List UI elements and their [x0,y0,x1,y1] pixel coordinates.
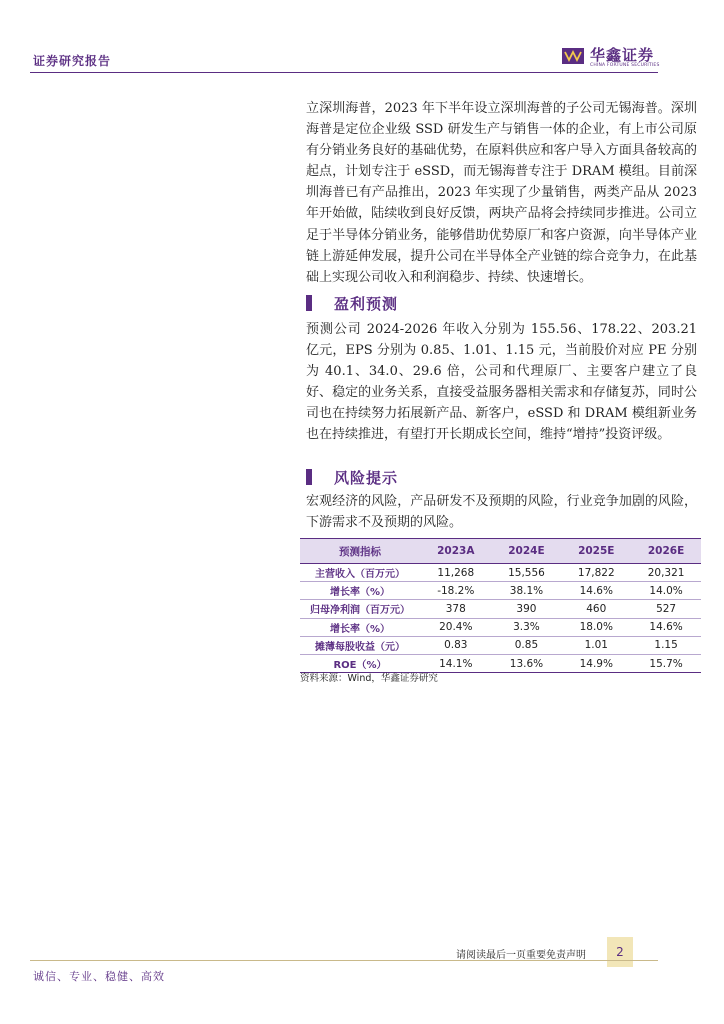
table-header-cell: 2026E [631,539,701,564]
table-source-note: 资料来源：Wind，华鑫证券研究 [300,673,438,684]
table-cell: 15,556 [492,564,562,582]
table-cell: 1.01 [561,636,631,654]
table-row [300,636,701,654]
table-row [300,618,701,636]
table-cell: 460 [561,600,631,618]
row-label: ROE（%） [300,654,420,672]
table-row [300,582,701,600]
row-label: 增长率（%） [300,618,420,636]
table-cell: 14.6% [561,582,631,600]
risk-title: 风险提示 [334,469,399,487]
logo-chinese-name: 华鑫证券 [590,46,655,64]
disclaimer-note: 请阅读最后一页重要免责声明 [456,950,586,961]
table-cell: 15.7% [631,654,701,672]
profit-forecast-title: 盈利预测 [334,295,399,313]
table-header-row [300,539,701,564]
company-logo [562,44,662,72]
table-cell: 378 [420,600,492,618]
row-label: 摊薄每股收益（元） [300,636,420,654]
table-cell: 11,268 [420,564,492,582]
logo-mark-icon [562,48,584,64]
risk-body: 宏观经济的风险，产品研发不及预期的风险，行业竞争加剧的风险，下游需求不及预期的风险。 [306,494,697,531]
table-cell: 0.85 [492,636,562,654]
header-divider [30,72,658,73]
footer-slogan: 诚信、专业、稳健、高效 [33,970,165,983]
table-cell: 20.4% [420,618,492,636]
report-type-label: 证券研究报告 [33,54,112,68]
logo-english-name: CHINA FORTUNE SECURITIES [590,63,660,68]
table-cell: 17,822 [561,564,631,582]
page-number: 2 [607,937,633,967]
heading-bar-marker [306,469,312,485]
table-cell: 1.15 [631,636,701,654]
profit-forecast-body: 预测公司 2024-2026 年收入分别为 155.56、178.22、203.21 亿元，EPS 分别为 0.85、1.01、1.15 元，当前股价对应 PE 分别为 40.1、34.0、29.6 倍，公司和代理原厂、主要客户建立了良好、稳定的业务关系，直接受益服务器相关需求和存储复苏，同时公司也在持续努力拓展新产品、新客户，eSSD 和 DRAM 模组新业务也在持续推进，有望打开长期成长空间，维持“增持”投资评级。 [306,322,697,443]
table-cell: 13.6% [492,654,562,672]
table-cell: 527 [631,600,701,618]
table-cell: 14.6% [631,618,701,636]
footer-divider [30,960,658,961]
table-row [300,564,701,582]
row-label: 归母净利润（百万元） [300,600,420,618]
forecast-table [300,538,701,673]
table-header-cell: 预测指标 [300,539,420,564]
table-cell: 3.3% [492,618,562,636]
row-label: 主营收入（百万元） [300,564,420,582]
table-cell: 20,321 [631,564,701,582]
table-header-cell: 2024E [492,539,562,564]
table-cell: 14.1% [420,654,492,672]
table-cell: 14.0% [631,582,701,600]
table-cell: 18.0% [561,618,631,636]
table-cell: -18.2% [420,582,492,600]
row-label: 增长率（%） [300,582,420,600]
table-row [300,600,701,618]
table-cell: 0.83 [420,636,492,654]
table-header-cell: 2025E [561,539,631,564]
table-cell: 390 [492,600,562,618]
intro-paragraph: 立深圳海普，2023 年下半年设立深圳海普的子公司无锡海普。深圳海普是定位企业级 SSD 研发生产与销售一体的企业，有上市公司原有分销业务良好的基础优势，在原料供应和客户导入方面具备较高的起点，计划专注于 eSSD，而无锡海普专注于 DRAM 模组。目前深圳海普已有产品推出，2023 年实现了少量销售，两类产品从 2023 年开始做，陆续收到良好反馈，两块产品将会持续同步推进。公司立足于半导体分销业务，能够借助优势原厂和客户资源，向半导体产业链上游延伸发展，提升公司在半导体全产业链的综合竞争力，在此基础上实现公司收入和利润稳步、持续、快速增长。 [306,101,697,285]
table-cell: 14.9% [561,654,631,672]
heading-bar-marker [306,295,312,311]
table-header-cell: 2023A [420,539,492,564]
table-cell: 38.1% [492,582,562,600]
